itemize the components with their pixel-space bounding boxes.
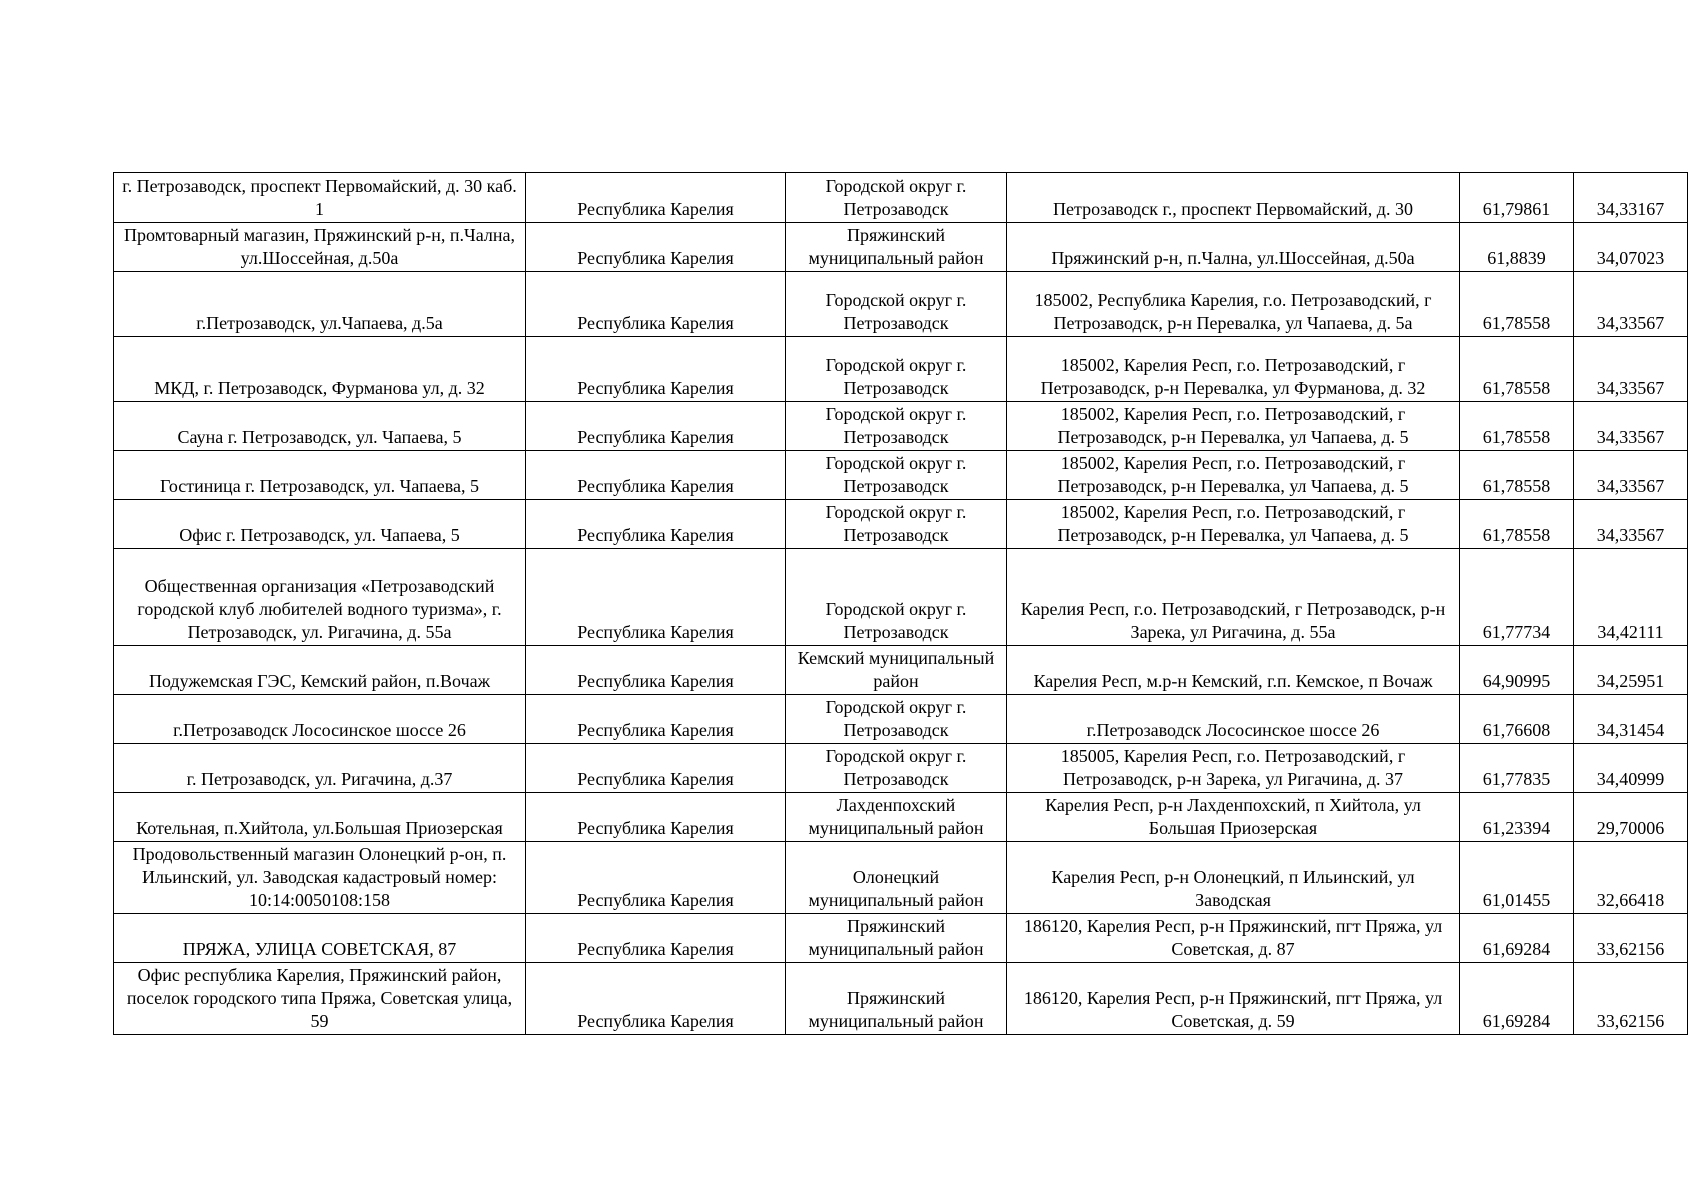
cell-latitude: 61,01455 bbox=[1460, 842, 1574, 914]
cell-longitude: 34,07023 bbox=[1574, 223, 1688, 272]
table-row bbox=[114, 223, 1688, 272]
cell-latitude: 61,78558 bbox=[1460, 451, 1574, 500]
cell-latitude: 61,76608 bbox=[1460, 695, 1574, 744]
cell-object-name: Продовольственный магазин Олонецкий р-он, п. Ильинский, ул. Заводская кадастровый номер: 10:14:0050108:158 bbox=[114, 842, 526, 914]
table-row bbox=[114, 549, 1688, 646]
cell-municipality: Пряжинский муниципальный район bbox=[786, 963, 1007, 1035]
cell-longitude: 32,66418 bbox=[1574, 842, 1688, 914]
cell-address: 185002, Карелия Респ, г.о. Петрозаводский, г Петрозаводск, р-н Перевалка, ул Фурманова, д. 32 bbox=[1007, 337, 1460, 402]
cell-region: Республика Карелия bbox=[526, 963, 786, 1035]
table-row bbox=[114, 793, 1688, 842]
cell-object-name: г.Петрозаводск Лососинское шоссе 26 bbox=[114, 695, 526, 744]
table-row bbox=[114, 451, 1688, 500]
cell-address: 185002, Республика Карелия, г.о. Петрозаводский, г Петрозаводск, р-н Перевалка, ул Чапаева, д. 5а bbox=[1007, 272, 1460, 337]
table-row bbox=[114, 842, 1688, 914]
cell-longitude: 34,33167 bbox=[1574, 173, 1688, 223]
cell-municipality: Городской округ г. Петрозаводск bbox=[786, 451, 1007, 500]
cell-municipality: Пряжинский муниципальный район bbox=[786, 914, 1007, 963]
cell-address: г.Петрозаводск Лососинское шоссе 26 bbox=[1007, 695, 1460, 744]
cell-latitude: 64,90995 bbox=[1460, 646, 1574, 695]
cell-municipality: Городской округ г. Петрозаводск bbox=[786, 744, 1007, 793]
cell-object-name: МКД, г. Петрозаводск, Фурманова ул, д. 32 bbox=[114, 337, 526, 402]
cell-latitude: 61,78558 bbox=[1460, 272, 1574, 337]
cell-region: Республика Карелия bbox=[526, 500, 786, 549]
locations-table bbox=[113, 172, 1688, 1035]
cell-address: 185002, Карелия Респ, г.о. Петрозаводский, г Петрозаводск, р-н Перевалка, ул Чапаева, д. 5 bbox=[1007, 500, 1460, 549]
cell-municipality: Городской округ г. Петрозаводск bbox=[786, 549, 1007, 646]
cell-municipality: Кемский муниципальный район bbox=[786, 646, 1007, 695]
cell-municipality: Лахденпохский муниципальный район bbox=[786, 793, 1007, 842]
cell-address: 185002, Карелия Респ, г.о. Петрозаводский, г Петрозаводск, р-н Перевалка, ул Чапаева, д. 5 bbox=[1007, 451, 1460, 500]
cell-longitude: 33,62156 bbox=[1574, 963, 1688, 1035]
table-row bbox=[114, 402, 1688, 451]
table-row bbox=[114, 646, 1688, 695]
cell-object-name: Общественная организация «Петрозаводский городской клуб любителей водного туризма», г. Петрозаводск, ул. Ригачина, д. 55а bbox=[114, 549, 526, 646]
cell-municipality: Пряжинский муниципальный район bbox=[786, 223, 1007, 272]
cell-municipality: Городской округ г. Петрозаводск bbox=[786, 500, 1007, 549]
cell-municipality: Городской округ г. Петрозаводск bbox=[786, 337, 1007, 402]
cell-address: 185005, Карелия Респ, г.о. Петрозаводский, г Петрозаводск, р-н Зарека, ул Ригачина, д. 37 bbox=[1007, 744, 1460, 793]
cell-object-name: Офис г. Петрозаводск, ул. Чапаева, 5 bbox=[114, 500, 526, 549]
cell-longitude: 34,33567 bbox=[1574, 500, 1688, 549]
cell-region: Республика Карелия bbox=[526, 337, 786, 402]
table-row bbox=[114, 173, 1688, 223]
table-row bbox=[114, 744, 1688, 793]
cell-municipality: Городской округ г. Петрозаводск bbox=[786, 402, 1007, 451]
cell-object-name: Сауна г. Петрозаводск, ул. Чапаева, 5 bbox=[114, 402, 526, 451]
cell-address: Карелия Респ, р-н Олонецкий, п Ильинский, ул Заводская bbox=[1007, 842, 1460, 914]
cell-object-name: г. Петрозаводск, ул. Ригачина, д.37 bbox=[114, 744, 526, 793]
cell-municipality: Городской округ г. Петрозаводск bbox=[786, 173, 1007, 223]
cell-longitude: 34,42111 bbox=[1574, 549, 1688, 646]
cell-address: 186120, Карелия Респ, р-н Пряжинский, пгт Пряжа, ул Советская, д. 87 bbox=[1007, 914, 1460, 963]
cell-object-name: г. Петрозаводск, проспект Первомайский, д. 30 каб. 1 bbox=[114, 173, 526, 223]
cell-object-name: Котельная, п.Хийтола, ул.Большая Приозерская bbox=[114, 793, 526, 842]
cell-region: Республика Карелия bbox=[526, 451, 786, 500]
cell-longitude: 34,31454 bbox=[1574, 695, 1688, 744]
cell-object-name: Промтоварный магазин, Пряжинский р-н, п.Чална, ул.Шоссейная, д.50а bbox=[114, 223, 526, 272]
cell-region: Республика Карелия bbox=[526, 744, 786, 793]
cell-region: Республика Карелия bbox=[526, 173, 786, 223]
cell-latitude: 61,77734 bbox=[1460, 549, 1574, 646]
cell-region: Республика Карелия bbox=[526, 793, 786, 842]
table-row bbox=[114, 695, 1688, 744]
cell-latitude: 61,69284 bbox=[1460, 963, 1574, 1035]
table-row bbox=[114, 500, 1688, 549]
cell-region: Республика Карелия bbox=[526, 272, 786, 337]
cell-longitude: 34,33567 bbox=[1574, 402, 1688, 451]
cell-address: Карелия Респ, м.р-н Кемский, г.п. Кемское, п Вочаж bbox=[1007, 646, 1460, 695]
cell-municipality: Олонецкий муниципальный район bbox=[786, 842, 1007, 914]
cell-latitude: 61,77835 bbox=[1460, 744, 1574, 793]
cell-address: 185002, Карелия Респ, г.о. Петрозаводский, г Петрозаводск, р-н Перевалка, ул Чапаева, д. 5 bbox=[1007, 402, 1460, 451]
cell-region: Республика Карелия bbox=[526, 223, 786, 272]
cell-address: Пряжинский р-н, п.Чална, ул.Шоссейная, д.50а bbox=[1007, 223, 1460, 272]
cell-latitude: 61,78558 bbox=[1460, 500, 1574, 549]
cell-region: Республика Карелия bbox=[526, 842, 786, 914]
cell-address: 186120, Карелия Респ, р-н Пряжинский, пгт Пряжа, ул Советская, д. 59 bbox=[1007, 963, 1460, 1035]
cell-region: Республика Карелия bbox=[526, 549, 786, 646]
cell-address: Карелия Респ, р-н Лахденпохский, п Хийтола, ул Большая Приозерская bbox=[1007, 793, 1460, 842]
cell-latitude: 61,78558 bbox=[1460, 337, 1574, 402]
table-body bbox=[114, 173, 1688, 1035]
cell-region: Республика Карелия bbox=[526, 695, 786, 744]
cell-latitude: 61,69284 bbox=[1460, 914, 1574, 963]
cell-longitude: 33,62156 bbox=[1574, 914, 1688, 963]
cell-longitude: 34,33567 bbox=[1574, 451, 1688, 500]
cell-longitude: 29,70006 bbox=[1574, 793, 1688, 842]
cell-region: Республика Карелия bbox=[526, 914, 786, 963]
table-row bbox=[114, 337, 1688, 402]
cell-municipality: Городской округ г. Петрозаводск bbox=[786, 272, 1007, 337]
cell-object-name: Подужемская ГЭС, Кемский район, п.Вочаж bbox=[114, 646, 526, 695]
cell-longitude: 34,25951 bbox=[1574, 646, 1688, 695]
cell-region: Республика Карелия bbox=[526, 402, 786, 451]
cell-object-name: Офис республика Карелия, Пряжинский район, поселок городского типа Пряжа, Советская улица, 59 bbox=[114, 963, 526, 1035]
cell-region: Республика Карелия bbox=[526, 646, 786, 695]
cell-latitude: 61,78558 bbox=[1460, 402, 1574, 451]
cell-latitude: 61,23394 bbox=[1460, 793, 1574, 842]
cell-longitude: 34,33567 bbox=[1574, 337, 1688, 402]
table-row bbox=[114, 963, 1688, 1035]
cell-object-name: Гостиница г. Петрозаводск, ул. Чапаева, 5 bbox=[114, 451, 526, 500]
table-row bbox=[114, 914, 1688, 963]
cell-municipality: Городской округ г. Петрозаводск bbox=[786, 695, 1007, 744]
cell-latitude: 61,8839 bbox=[1460, 223, 1574, 272]
cell-latitude: 61,79861 bbox=[1460, 173, 1574, 223]
cell-longitude: 34,40999 bbox=[1574, 744, 1688, 793]
table-row bbox=[114, 272, 1688, 337]
cell-address: Карелия Респ, г.о. Петрозаводский, г Петрозаводск, р-н Зарека, ул Ригачина, д. 55а bbox=[1007, 549, 1460, 646]
cell-longitude: 34,33567 bbox=[1574, 272, 1688, 337]
cell-object-name: ПРЯЖА, УЛИЦА СОВЕТСКАЯ, 87 bbox=[114, 914, 526, 963]
cell-object-name: г.Петрозаводск, ул.Чапаева, д.5а bbox=[114, 272, 526, 337]
cell-address: Петрозаводск г., проспект Первомайский, д. 30 bbox=[1007, 173, 1460, 223]
